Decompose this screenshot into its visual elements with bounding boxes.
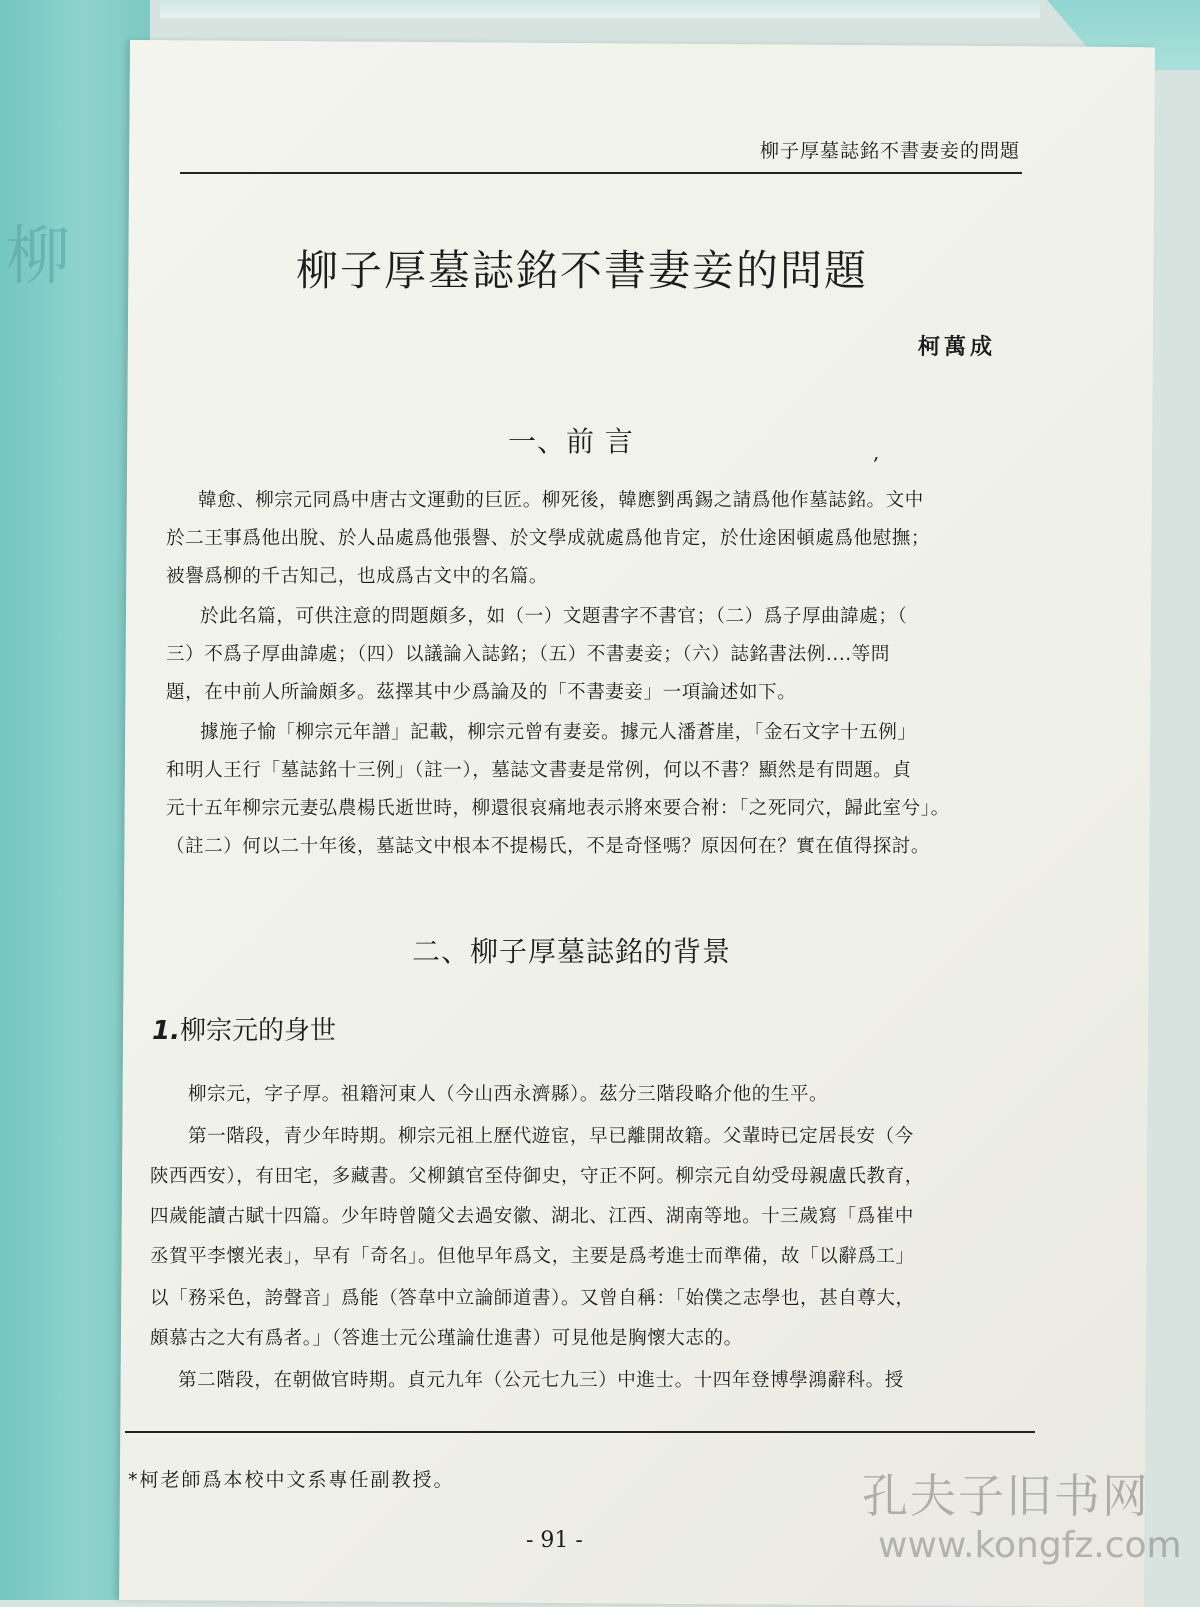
- watermark-url: www.kongfz.com: [878, 1525, 1182, 1566]
- body-line: 於二王事爲他出脫、於人品處爲他張譽、於文學成就處爲他肯定，於仕途困頓處爲他慰撫；: [166, 528, 931, 549]
- page-number: - 91 -: [526, 1528, 583, 1553]
- subsection-title: 柳宗元的身世: [179, 1016, 336, 1046]
- footnote-rule: [125, 1431, 1035, 1433]
- body-line: 韓愈、柳宗元同爲中唐古文運動的巨匠。柳死後，韓應劉禹錫之請爲他作墓誌銘。文中: [198, 490, 924, 511]
- background-sheet-edge: [160, 0, 1040, 18]
- subsection-number: 1.: [152, 1016, 180, 1046]
- author-name: 柯萬成: [918, 335, 997, 360]
- section-heading-preface: 一、前 言: [508, 425, 634, 458]
- body-line: 被譽爲柳的千古知己，也成爲古文中的名篇。: [166, 566, 549, 587]
- stray-mark: ,: [873, 440, 880, 464]
- body-line: 元十五年柳宗元妻弘農楊氏逝世時，柳還很哀痛地表示將來要合祔：「之死同穴，歸此室兮」。: [166, 798, 950, 819]
- section-heading-background: 二、柳子厚墓誌銘的背景: [412, 935, 732, 968]
- watermark-logo-text: 孔夫子旧书网: [862, 1469, 1150, 1523]
- body-line: （註二）何以二十年後，墓誌文中根本不提楊氏，不是奇怪嗎？原因何在？實在值得探討。: [166, 836, 931, 857]
- body-line: 於此名篇，可供注意的問題頗多，如（一）文題書字不書官；（二）爲子厚曲諱處；（: [200, 606, 908, 627]
- body-line: 四歲能讀古賦十四篇。少年時曾隨父去過安徽、湖北、江西、湖南等地。十三歲寫「爲崔中: [150, 1206, 915, 1227]
- body-line: 第二階段，在朝做官時期。貞元九年（公元七九三）中進士。十四年登博學鴻辭科。授: [178, 1370, 904, 1391]
- author-footnote: *柯老師爲本校中文系專任副教授。: [128, 1469, 455, 1491]
- header-rule: [180, 172, 1022, 174]
- body-line: 陝西西安），有田宅，多藏書。父柳鎮官至侍御史，守正不阿。柳宗元自幼受母親盧氏教育，: [150, 1166, 924, 1187]
- body-line: 柳宗元，字子厚。祖籍河東人（今山西永濟縣）。茲分三階段略介他的生平。: [188, 1084, 829, 1105]
- body-line: 丞賀平李懷光表」，早有「奇名」。但他早年爲文，主要是爲考進士而準備，故「以辭爲工」: [150, 1246, 915, 1267]
- body-line: 據施子愉「柳宗元年譜」記載，柳宗元曾有妻妾。據元人潘蒼崖，「金石文字十五例」: [200, 722, 917, 743]
- body-line: 頗慕古之大有爲者。」（答進士元公瑾論仕進書）可見他是胸懷大志的。: [150, 1328, 743, 1349]
- body-line: 和明人王行「墓誌銘十三例」（註一），墓誌文書妻是常例，何以不書？顯然是有問題。貞: [166, 760, 912, 781]
- article-title: 柳子厚墓誌銘不書妻妾的問題: [296, 246, 869, 295]
- body-line: 三）不爲子厚曲諱處；（四）以議論入誌銘；（五）不書妻妾；（六）誌銘書法例....等問: [166, 644, 890, 665]
- subsection-heading: [152, 1010, 336, 1047]
- body-line: 題，在中前人所論頗多。茲擇其中少爲論及的「不書妻妾」一項論述如下。: [166, 682, 797, 703]
- running-header: 柳子厚墓誌銘不書妻妾的問題: [760, 140, 1021, 162]
- body-line: 以「務采色，誇聲音」爲能（答韋中立論師道書）。又曾自稱：「始僕之志學也，甚自尊大，: [150, 1288, 915, 1309]
- cover-spine-glyph: 柳: [6, 220, 70, 294]
- body-line: 第一階段，青少年時期。柳宗元祖上歷代遊宦，早已離開故籍。父輩時已定居長安（今: [188, 1126, 914, 1147]
